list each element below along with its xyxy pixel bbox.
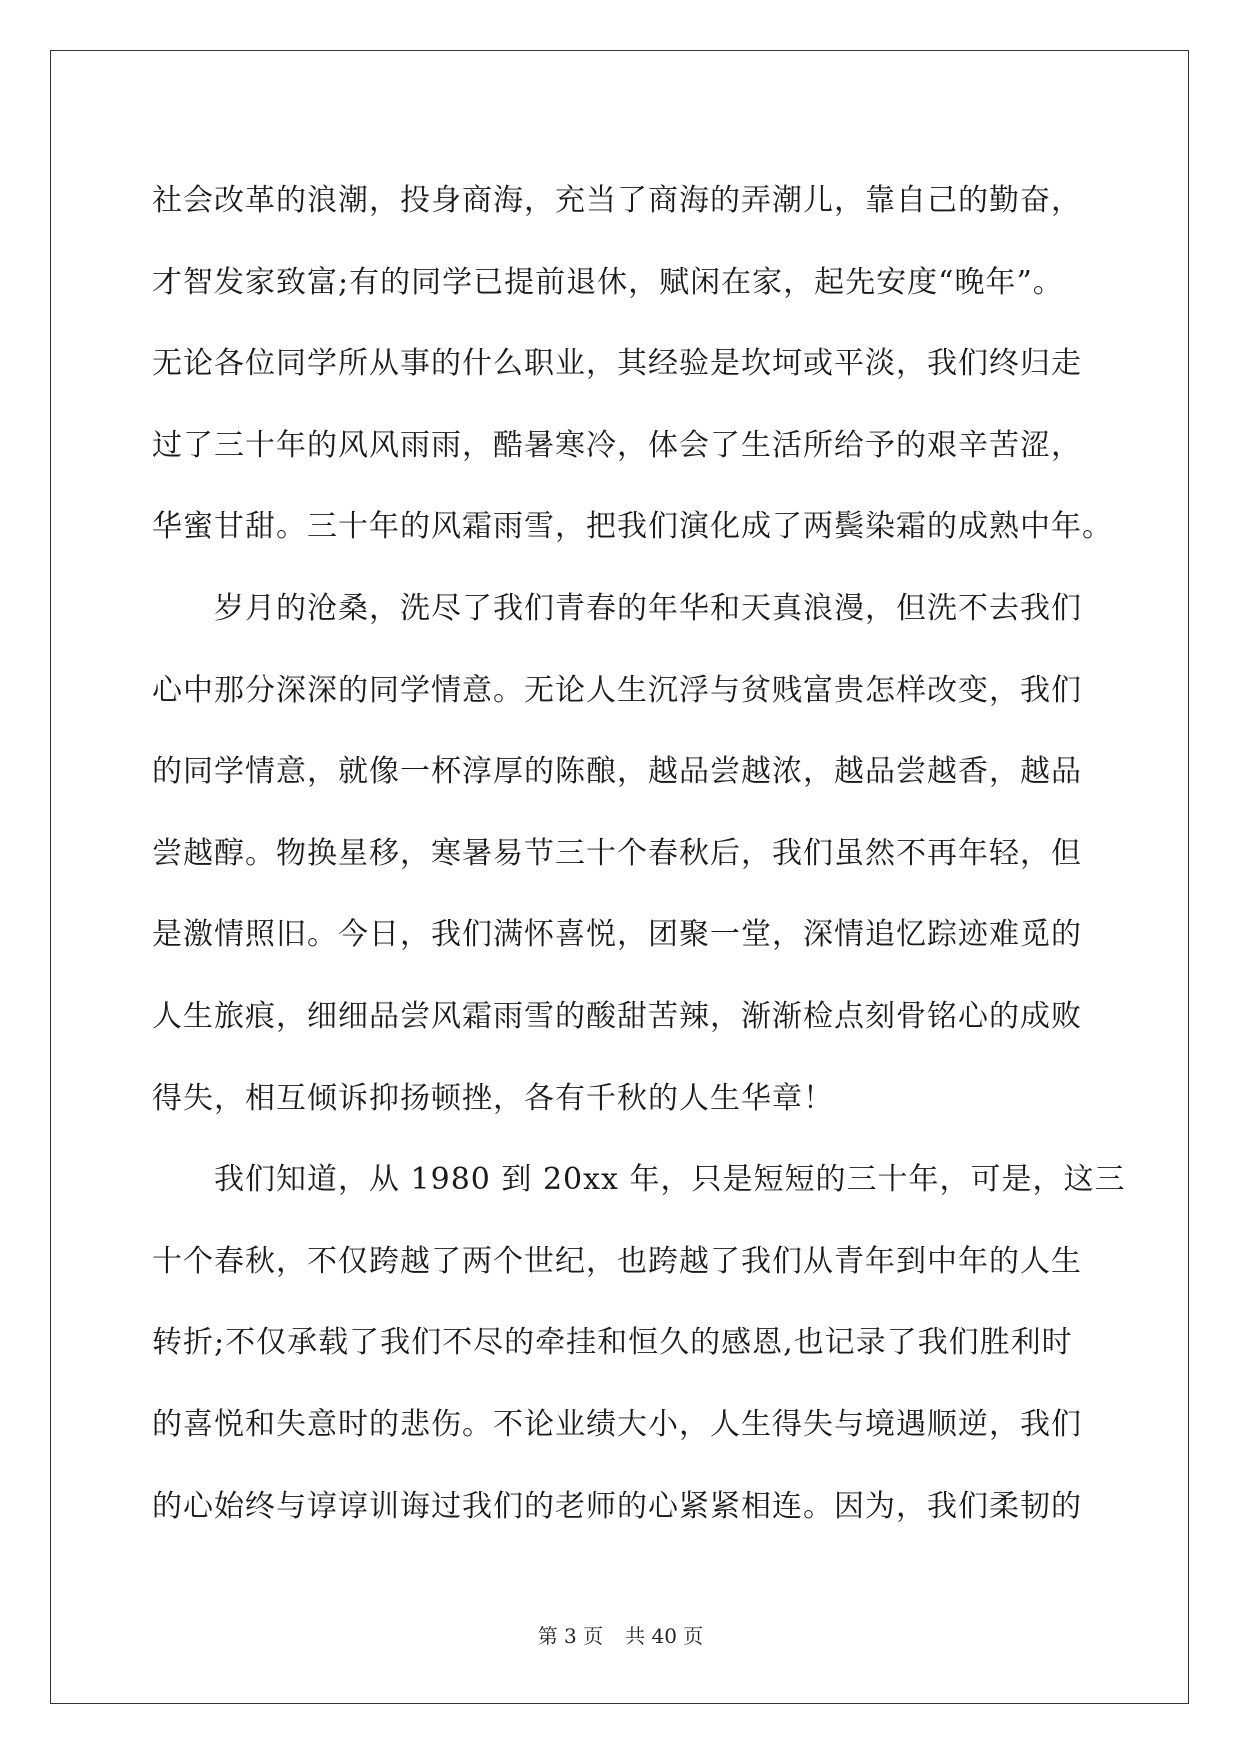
- text-line-2: 才智发家致富;有的同学已提前退休，赋闲在家，起先安度“晚年”。: [152, 264, 1064, 300]
- text-line-12: 得失，相互倾诉抑扬顿挫，各有千秋的人生华章！: [152, 1080, 834, 1116]
- text-line-4: 过了三十年的风风雨雨，酷暑寒冷，体会了生活所给予的艰辛苦涩，: [152, 427, 1082, 463]
- text-line-10: 是激情照旧。今日，我们满怀喜悦，团聚一堂，深情追忆踪迹难觅的: [152, 917, 1082, 953]
- page-number: 第 3 页: [537, 1624, 604, 1648]
- text-line-1: 社会改革的浪潮，投身商海，充当了商海的弄潮儿，靠自己的勤奋，: [152, 183, 1082, 218]
- body-text: [152, 160, 1126, 1547]
- text-line-11: 人生旅痕，细细品尝风霜雨雪的酸甜苦辣，渐渐检点刻骨铭心的成败: [152, 998, 1082, 1034]
- text-line-3: 无论各位同学所从事的什么职业，其经验是坎坷或平淡，我们终归走: [152, 346, 1082, 382]
- text-line-17: 的心始终与谆谆训诲过我们的老师的心紧紧相连。因为，我们柔韧的: [152, 1488, 1082, 1524]
- text-line-7: 心中那分深深的同学情意。无论人生沉浮与贫贱富贵怎样改变，我们: [152, 672, 1082, 708]
- text-line-5: 华蜜甘甜。三十年的风霜雨雪，把我们演化成了两鬓染霜的成熟中年。: [152, 509, 1113, 545]
- text-line-16: 的喜悦和失意时的悲伤。不论业绩大小，人生得失与境遇顺逆，我们: [152, 1406, 1082, 1442]
- text-line-15: 转折;不仅承载了我们不尽的牵挂和恒久的感恩,也记录了我们胜利时: [152, 1325, 1073, 1361]
- text-line-9: 尝越醇。物换星移，寒暑易节三十个春秋后，我们虽然不再年轻，但: [152, 835, 1082, 871]
- text-line-6: 岁月的沧桑，洗尽了我们青春的年华和天真浪漫，但洗不去我们: [214, 590, 1082, 626]
- page-total: 共 40 页: [625, 1624, 704, 1648]
- page-footer: [0, 1620, 1241, 1649]
- text-line-14: 十个春秋，不仅跨越了两个世纪，也跨越了我们从青年到中年的人生: [152, 1243, 1082, 1279]
- text-line-13: 我们知道，从 1980 到 20xx 年，只是短短的三十年，可是，这三: [214, 1162, 1126, 1198]
- text-line-8: 的同学情意，就像一杯淳厚的陈酿，越品尝越浓，越品尝越香，越品: [152, 754, 1082, 790]
